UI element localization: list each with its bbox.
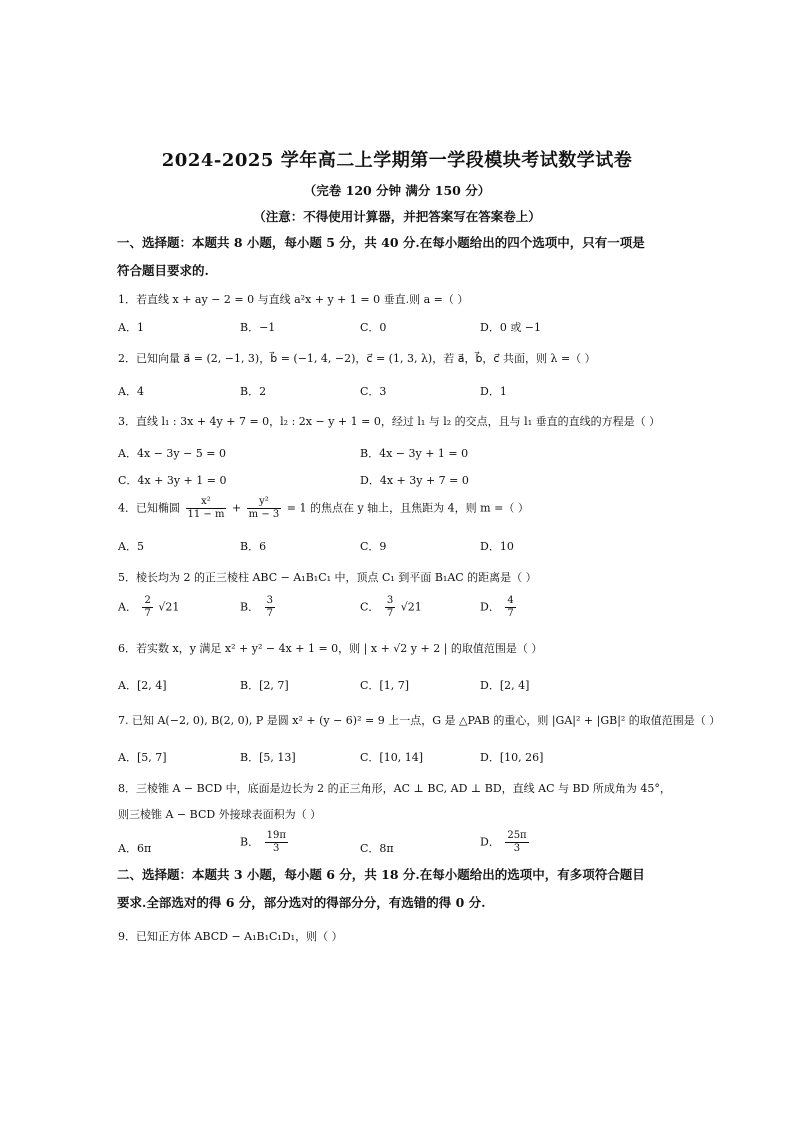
q7-option-c: C．[10, 14]: [360, 751, 423, 764]
q5-option-c: [360, 595, 422, 620]
q5-option-d-denominator: 7: [507, 608, 514, 619]
q4-option-a: A．5: [118, 540, 144, 553]
q5-option-a-numerator: 2: [144, 595, 151, 606]
q4-option-b: B．6: [240, 540, 267, 553]
q4-fraction-y-numerator: y²: [247, 496, 282, 509]
q5-option-d-fraction: [505, 595, 515, 620]
q7-option-b: B．[5, 13]: [240, 751, 296, 764]
q5-option-d-numerator: 4: [507, 595, 514, 606]
q6-option-a: A．[2, 4]: [118, 679, 167, 692]
q4-fraction-y-denominator: m − 3: [248, 509, 280, 520]
q8-option-d-denominator: 3: [513, 843, 521, 854]
q8-option-b-numerator: 19π: [266, 830, 286, 841]
question-1: 1．若直线 x + ay − 2 = 0 与直线 a²x + y + 1 = 0 垂直.则 a =（ ）: [118, 293, 469, 306]
q3-option-a: A．4x − 3y − 5 = 0: [118, 447, 226, 460]
q5-option-a-label: A．: [118, 600, 137, 614]
q8-option-a: A．6π: [118, 842, 152, 855]
q8-option-d: [480, 830, 531, 855]
q8-option-d-fraction: [505, 830, 528, 855]
question-9: 9．已知正方体 ABCD − A₁B₁C₁D₁，则（ ）: [118, 930, 343, 943]
q5-option-d-label: D．: [480, 600, 500, 614]
exam-title: 2024-2025 学年高二上学期第一学段模块考试数学试卷: [161, 150, 633, 171]
question-6: 6．若实数 x，y 满足 x² + y² − 4x + 1 = 0，则 | x + √2 y + 2 | 的取值范围是（ ）: [118, 642, 543, 655]
q1-option-b: B．−1: [240, 321, 276, 334]
q4-option-c: C．9: [360, 540, 387, 553]
q8-option-b-denominator: 3: [273, 843, 280, 854]
q8-option-b: [240, 830, 290, 855]
q4-plus-sign: +: [231, 501, 242, 515]
q5-option-d: [480, 595, 518, 620]
q2-option-a: A．4: [118, 385, 144, 398]
section2-heading-line1: 二、选择题：本题共 3 小题，每小题 6 分，共 18 分.在每小题给出的选项中，有多项符合题目: [117, 867, 645, 882]
exam-notice: （注意：不得使用计算器，并把答案写在答案卷上）: [253, 209, 541, 224]
q6-option-b: B．[2, 7]: [240, 679, 289, 692]
q4-fraction-x-denominator: 11 − m: [187, 509, 225, 520]
q5-option-c-fraction: [385, 595, 395, 620]
q2-option-c: C．3: [360, 385, 387, 398]
q4-stem-after: = 1 的焦点在 y 轴上，且焦距为 4，则 m =（ ）: [286, 501, 529, 515]
q7-option-a: A．[5, 7]: [118, 751, 167, 764]
q1-option-d: D．0 或 −1: [480, 321, 542, 334]
q6-option-c: C．[1, 7]: [360, 679, 409, 692]
q5-option-a: [118, 595, 179, 620]
q5-option-a-fraction: [142, 595, 152, 620]
q8-option-c: C．8π: [360, 842, 394, 855]
q8-option-d-numerator: 25π: [507, 830, 527, 841]
q5-option-b-fraction: [265, 595, 275, 620]
q3-option-b: B．4x − 3y + 1 = 0: [360, 447, 469, 460]
q5-option-b: [240, 595, 277, 620]
q4-stem-before: 4．已知椭圆: [118, 501, 180, 515]
q4-fraction-y: [247, 496, 282, 521]
q5-option-b-numerator: 3: [266, 595, 273, 606]
section2-heading-line2: 要求.全部选对的得 6 分，部分选对的得部分分，有选错的得 0 分.: [117, 895, 486, 910]
section1-heading-line1: 一、选择题：本题共 8 小题，每小题 5 分，共 40 分.在每小题给出的四个选项中，只有一项是: [117, 235, 645, 250]
section2-heading: [117, 861, 697, 917]
q6-option-d: D．[2, 4]: [480, 679, 530, 692]
q7-option-d: D．[10, 26]: [480, 751, 544, 764]
q5-option-c-denominator: 7: [386, 608, 394, 619]
q3-option-c: C．4x + 3y + 1 = 0: [118, 474, 227, 487]
q8-option-d-label: D．: [480, 835, 500, 849]
question-7: 7. 已知 A(−2, 0), B(2, 0), P 是圆 x² + (y − 6)² = 9 上一点，G 是 △PAB 的重心，则 |GA|² + |GB|² 的取值范围是（ ）: [118, 714, 721, 727]
question-2: 2．已知向量 a⃗ = (2, −1, 3)，b⃗ = (−1, 4, −2)，c⃗ = (1, 3, λ)，若 a⃗，b⃗，c⃗ 共面，则 λ =（ ）: [118, 352, 596, 365]
q5-option-b-label: B．: [240, 600, 260, 614]
exam-subtitle: （完卷 120 分钟 满分 150 分）: [303, 183, 491, 198]
q5-option-c-label: C．: [360, 600, 380, 614]
q2-option-d: D．1: [480, 385, 507, 398]
q1-option-a: A．1: [118, 321, 144, 334]
q4-option-d: D．10: [480, 540, 514, 553]
q3-option-d: D．4x + 3y + 7 = 0: [360, 474, 469, 487]
q2-option-b: B．2: [240, 385, 267, 398]
question-8-line2: 则三棱锥 A − BCD 外接球表面积为（ ）: [118, 808, 322, 821]
q5-option-c-radical: √21: [400, 600, 422, 614]
question-4: [118, 496, 698, 521]
q8-option-b-label: B．: [240, 835, 260, 849]
q4-fraction-x: [186, 496, 227, 521]
section1-heading: [117, 229, 697, 285]
q8-option-b-fraction: [265, 830, 288, 855]
question-8-line1: 8．三棱锥 A − BCD 中，底面是边长为 2 的正三角形，AC ⊥ BC, AD ⊥ BD，直线 AC 与 BD 所成角为 45°，: [118, 782, 671, 795]
q5-option-a-denominator: 7: [144, 608, 151, 619]
q1-option-c: C．0: [360, 321, 387, 334]
question-3: 3．直线 l₁ : 3x + 4y + 7 = 0，l₂ : 2x − y + 1 = 0，经过 l₁ 与 l₂ 的交点，且与 l₁ 垂直的直线的方程是（ ）: [118, 415, 661, 428]
q5-option-a-radical: √21: [158, 600, 180, 614]
q4-fraction-x-numerator: x²: [186, 496, 227, 509]
q5-option-c-numerator: 3: [386, 595, 394, 606]
question-5: 5．棱长均为 2 的正三棱柱 ABC − A₁B₁C₁ 中，顶点 C₁ 到平面 B₁AC 的距离是（ ）: [118, 571, 537, 584]
section1-heading-line2: 符合题目要求的.: [117, 263, 209, 278]
q5-option-b-denominator: 7: [266, 608, 273, 619]
